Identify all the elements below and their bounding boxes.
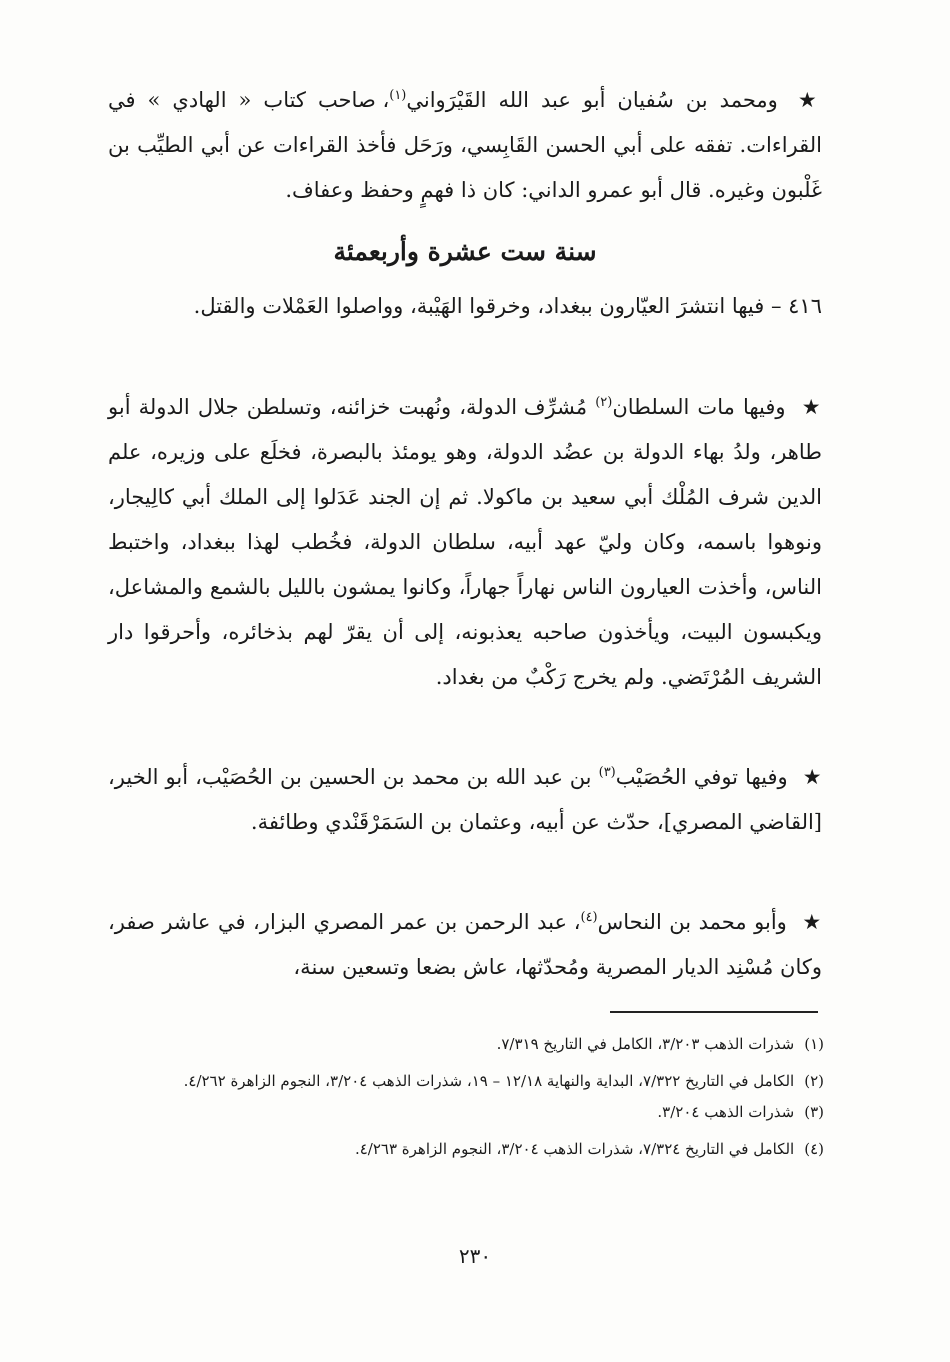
paragraph-text: ، عبد الرحمن بن عمر المصري البزار، في عاشر صفر، وكان مُسْنِد الديار المصرية ومُحدّثها، عاش بضعا وتسعين سنة، xyxy=(108,910,822,979)
biography-entry-3 xyxy=(108,755,822,845)
footnote-text: الكامل في التاريخ ٧/٣٢٤، شذرات الذهب ٣/٢٠٤، النجوم الزاهرة ٤/٢٦٣. xyxy=(354,1140,795,1158)
footnote-number: (٢) xyxy=(804,1072,824,1090)
footnote xyxy=(120,1067,824,1096)
paragraph xyxy=(108,900,822,990)
paragraph xyxy=(108,78,822,213)
star-icon: ★ xyxy=(797,88,822,112)
paragraph-text: وفيها توفي الحُصَيْب xyxy=(615,765,788,789)
footnote-number: (٤) xyxy=(804,1140,824,1158)
paragraph-text: – فيها انتشرَ العيّارون ببغداد، وخرقوا الهَيْبة، وواصلوا العَمْلات والقتل. xyxy=(193,294,782,318)
footnote-reference[interactable]: (٣) xyxy=(598,765,616,780)
footnote-text: الكامل في التاريخ ٧/٣٢٢، البداية والنهاية ١٢/١٨ – ١٩، شذرات الذهب ٣/٢٠٤، النجوم الزاهرة ٤/٢٦٢. xyxy=(183,1072,795,1090)
paragraph-text: وفيها مات السلطان xyxy=(612,395,786,419)
section-heading: سنة ست عشرة وأربعمئة xyxy=(333,237,597,266)
entry-number: ٤١٦ xyxy=(788,294,822,318)
footnote-number: (١) xyxy=(804,1035,824,1053)
paragraph-text: وأبو محمد بن النحاس xyxy=(597,910,787,934)
footnote-text: شذرات الذهب ٣/٢٠٤. xyxy=(657,1103,795,1121)
star-icon: ★ xyxy=(802,910,822,934)
paragraph-text: ، صاحب كتاب « الهادي » في القراءات. تفقه على أبي الحسن القَابِسي، ورَحَل فأخذ القراءات عن أبي الطيِّب بن غَلْبون وغيره. قال أبو عمرو الداني: كان ذا فهمٍ وحفظ وعفاف. xyxy=(108,88,822,202)
star-icon: ★ xyxy=(801,395,822,419)
footnote xyxy=(120,1135,824,1164)
paragraph xyxy=(108,755,822,845)
year-entry xyxy=(108,284,822,329)
star-icon: ★ xyxy=(802,765,822,789)
footnote xyxy=(120,1098,824,1127)
biography-entry-1 xyxy=(108,78,822,213)
footnote-reference[interactable]: (١) xyxy=(389,88,407,103)
footnote-divider xyxy=(610,1011,818,1013)
paragraph-text: بن عبد الله بن محمد بن الحسين بن الحُصَيْب، أبو الخير، [القاضي المصري]، حدّث عن أبيه، وعثمان بن السَمَرْقَنْدي وطائفة. xyxy=(108,765,822,834)
page-number: ٢٣٠ xyxy=(458,1244,492,1268)
footnote xyxy=(120,1030,824,1059)
biography-entry-4 xyxy=(108,900,822,990)
paragraph-text: مُشرِّف الدولة، ونُهبت خزائنه، وتسلطن جلال الدولة أبو طاهر، ولدُ بهاء الدولة بن عضُد الدولة، وهو يومئذ بالبصرة، فخلَع على وزيره، علم الدين شرف المُلْك أبي سعيد بن ماكولا. ثم إن الجند عَدَلوا إلى الملك أبي كالِيجار، ونوهوا باسمه، وكان وليّ عهد أبيه، سلطان الدولة، فخُطب لهذا ببغداد، واختبط الناس، وأخذت العيارون الناس نهاراً جهاراً، وكانوا يمشون بالليل بالشمع والمشاعل، ويكبسون البيت، ويأخذون صاحبه يعذبونه، إلى أن يقرّ لهم بذخائره، وأحرقوا دار الشريف المُرْتَضي. ولم يخرج رَكْبٌ من بغداد. xyxy=(108,395,822,689)
paragraph xyxy=(108,284,822,329)
paragraph-text: ومحمد بن سُفيان أبو عبد الله القَيْرَواني xyxy=(406,88,778,112)
footnote-reference[interactable]: (٢) xyxy=(595,395,613,410)
paragraph xyxy=(108,385,822,700)
footnote-reference[interactable]: (٤) xyxy=(580,910,598,925)
footnote-text: شذرات الذهب ٣/٢٠٣، الكامل في التاريخ ٧/٣١٩. xyxy=(496,1035,795,1053)
footnotes xyxy=(120,1030,824,1172)
footnote-number: (٣) xyxy=(804,1103,824,1121)
biography-entry-2 xyxy=(108,385,822,700)
